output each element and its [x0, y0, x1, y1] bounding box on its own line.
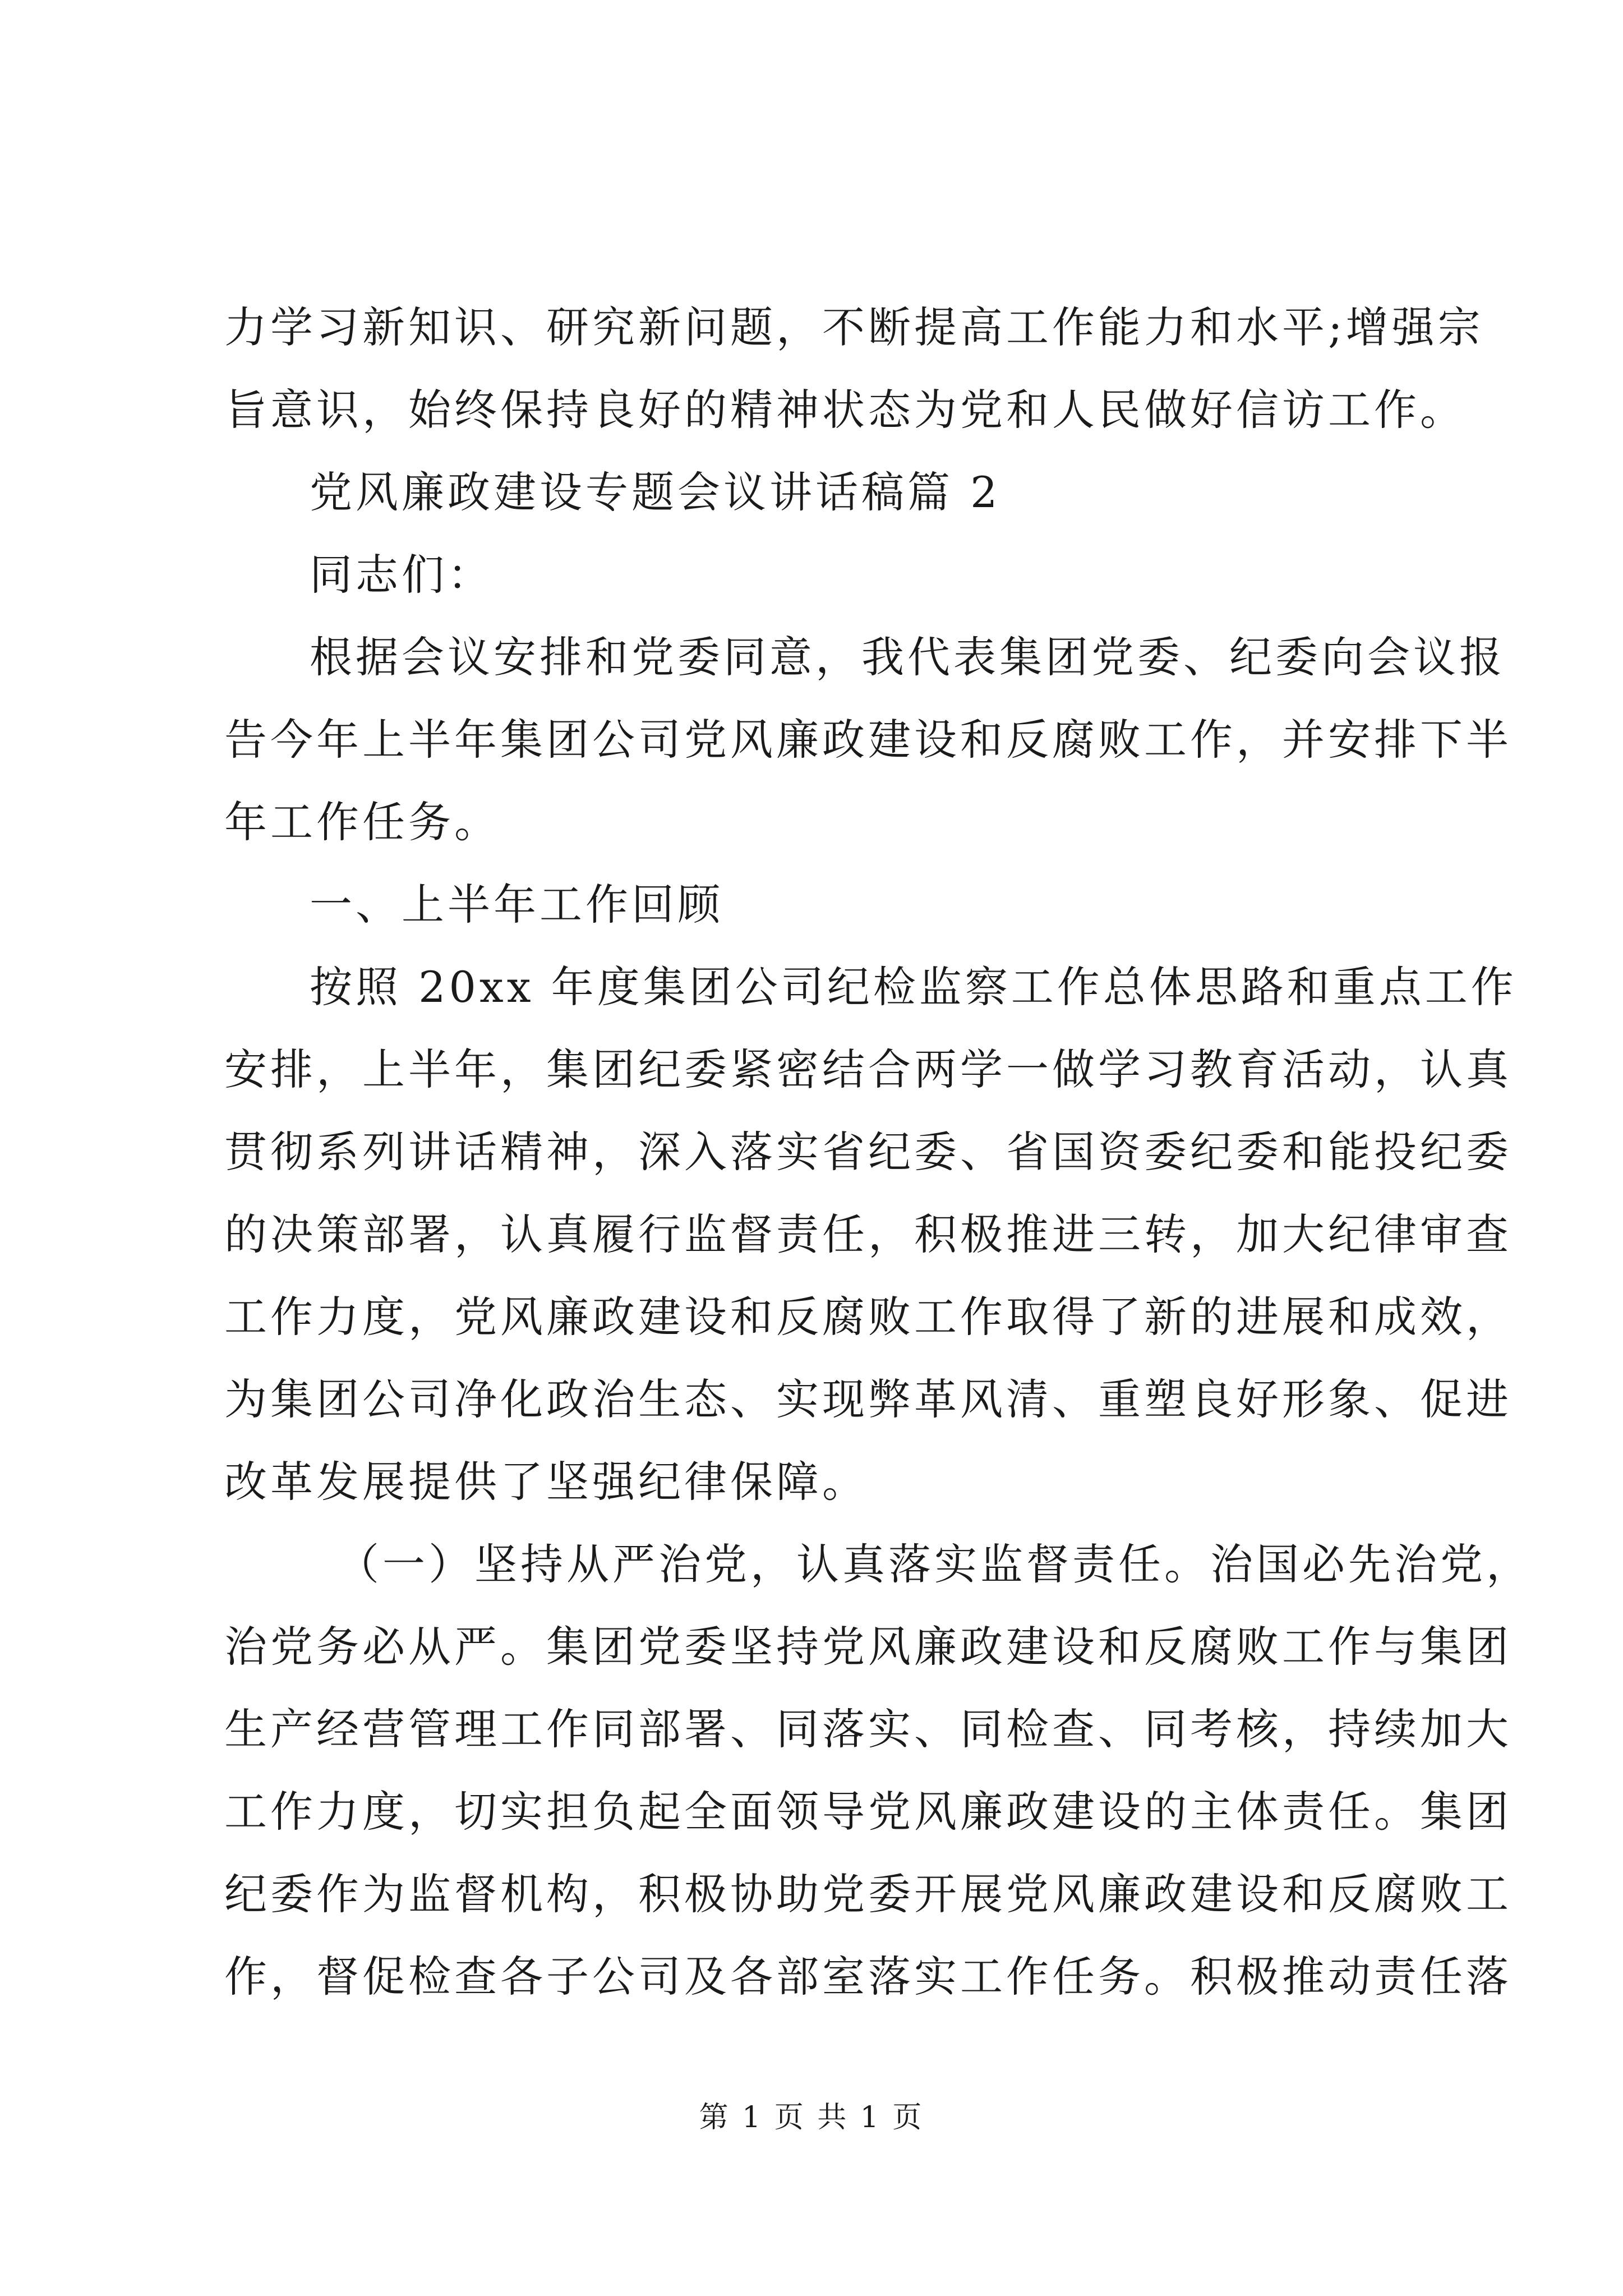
text-line: 按照 20xx 年度集团公司纪检监察工作总体思路和重点工作 [310, 962, 1517, 1012]
text-line: 生产经营管理工作同部署、同落实、同检查、同考核，持续加大 [224, 1704, 1512, 1754]
text-line: 纪委作为监督机构，积极协助党委开展党风廉政建设和反腐败工 [224, 1869, 1512, 1919]
text-line: 的决策部署，认真履行监督责任，积极推进三转，加大纪律审查 [224, 1209, 1512, 1259]
text-line: 工作力度，党风廉政建设和反腐败工作取得了新的进展和成效， [224, 1292, 1512, 1342]
text-line: 改革发展提供了坚强纪律保障。 [224, 1457, 868, 1507]
text-line: 安排，上半年，集团纪委紧密结合两学一做学习教育活动，认真 [224, 1045, 1512, 1094]
text-line: 根据会议安排和党委同意，我代表集团党委、纪委向会议报 [310, 632, 1505, 682]
text-line: 工作力度，切实担负起全面领导党风廉政建设的主体责任。集团 [224, 1787, 1512, 1837]
subsection-line: （一）坚持从严治党，认真落实监督责任。治国必先治党， [336, 1539, 1532, 1589]
text-line: 年工作任务。 [224, 797, 500, 847]
page-footer: 第 1 页 共 1 页 [699, 2101, 924, 2134]
document-body [224, 286, 1532, 2018]
section-title: 党风廉政建设专题会议讲话稿篇 2 [310, 467, 1001, 517]
salutation: 同志们： [310, 550, 494, 600]
section-heading: 一、上半年工作回顾 [310, 880, 723, 930]
text-line: 贯彻系列讲话精神，深入落实省纪委、省国资委纪委和能投纪委 [224, 1127, 1512, 1177]
text-line: 力学习新知识、研究新问题，不断提高工作能力和水平;增强宗 [224, 302, 1484, 352]
text-line: 旨意识，始终保持良好的精神状态为党和人民做好信访工作。 [224, 385, 1466, 435]
text-line: 为集团公司净化政治生态、实现弊革风清、重塑良好形象、促进 [224, 1374, 1512, 1424]
text-line: 告今年上半年集团公司党风廉政建设和反腐败工作，并安排下半 [224, 715, 1512, 765]
text-line: 作，督促检查各子公司及各部室落实工作任务。积极推动责任落 [224, 1952, 1512, 2001]
text-line: 治党务必从严。集团党委坚持党风廉政建设和反腐败工作与集团 [224, 1622, 1512, 1672]
